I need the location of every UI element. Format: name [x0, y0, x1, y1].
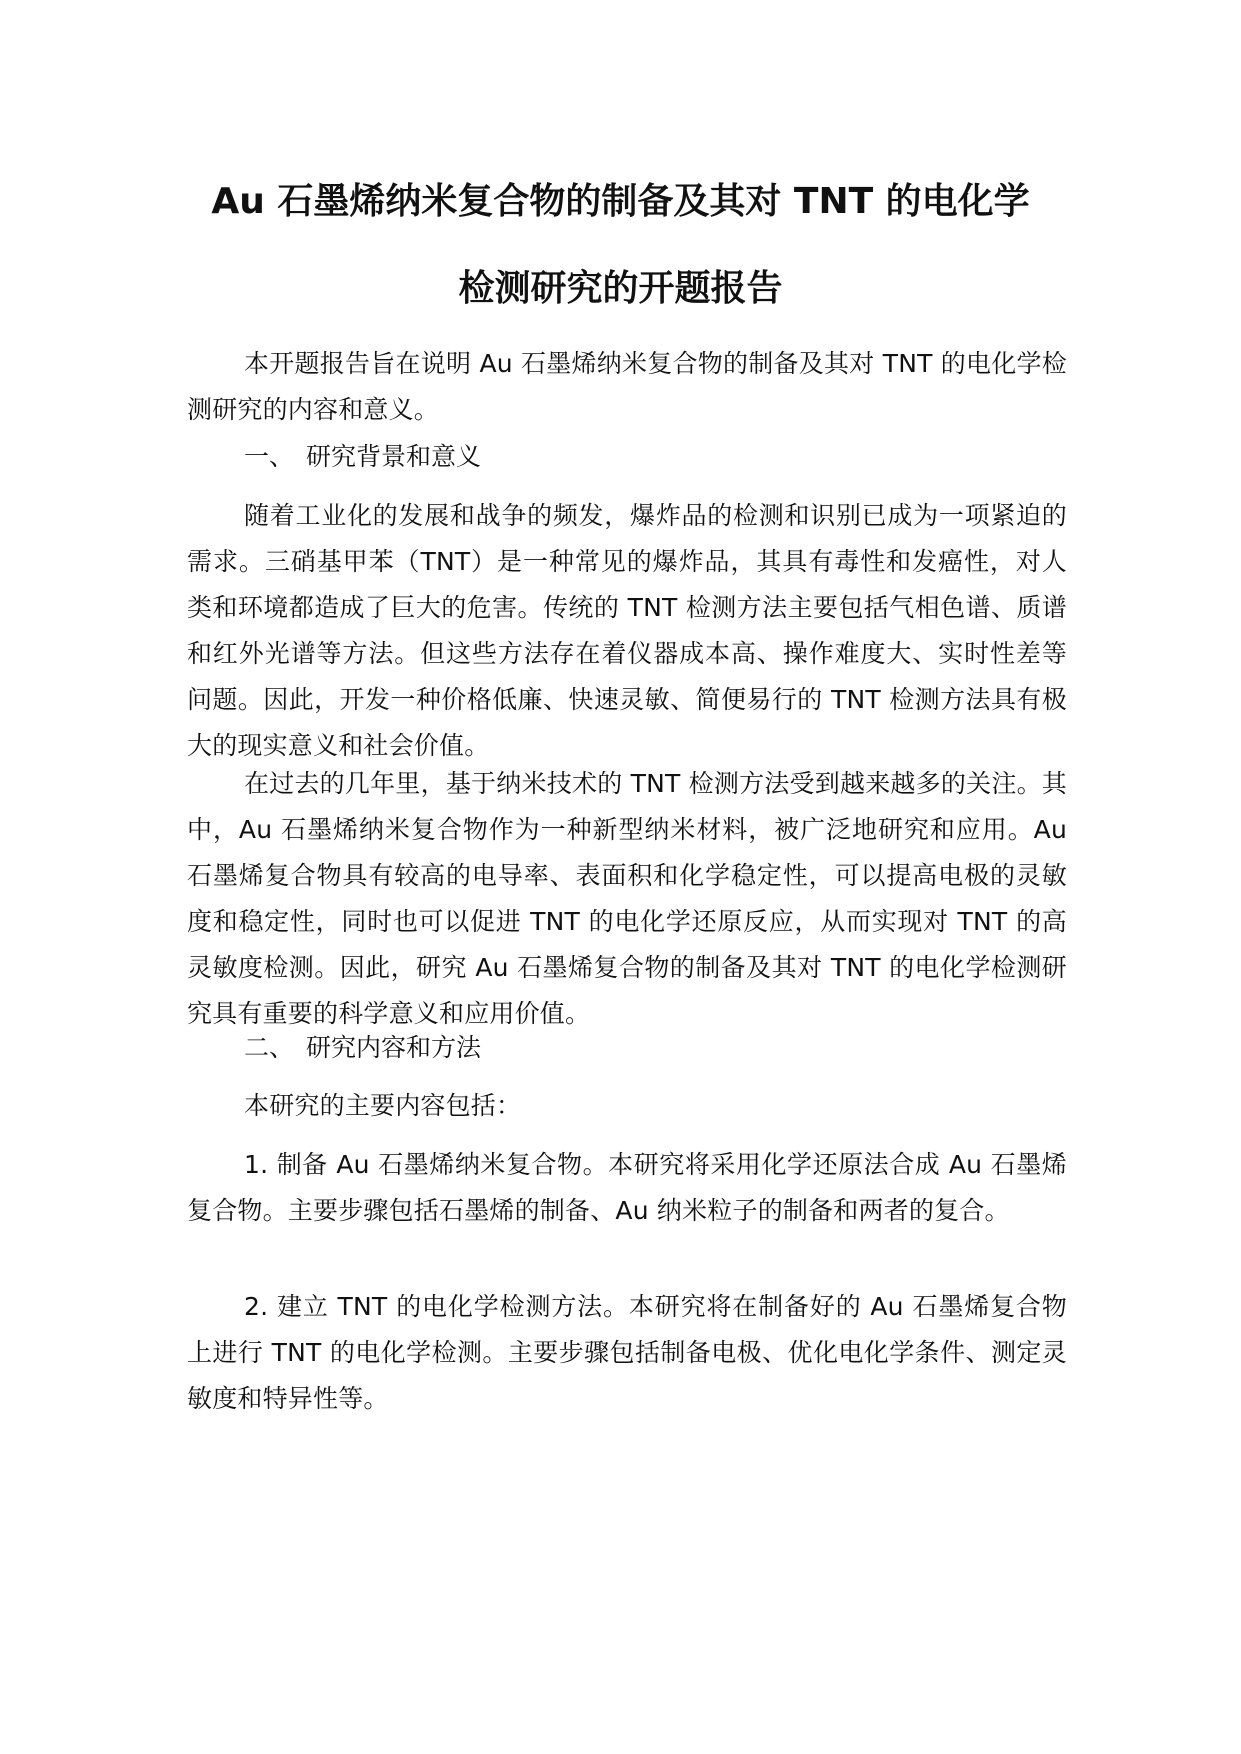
section-1-title: 研究背景和意义: [306, 442, 482, 471]
section-1-paragraph-1: 随着工业化的发展和战争的频发，爆炸品的检测和识别已成为一项紧迫的需求。三硝基甲苯（TNT）是一种常见的爆炸品，其具有毒性和发癌性，对人类和环境都造成了巨大的危害。传统的 TNT 检测方法主要包括气相色谱、质谱和红外光谱等方法。但这些方法存在着仪器成本高、操作难度大、实时性差等问题。因此，开发一种价格低廉、快速灵敏、简便易行的 TNT 检测方法具有极大的现实意义和社会价值。: [187, 501, 1067, 760]
section-2-item-2: 2. 建立 TNT 的电化学检测方法。本研究将在制备好的 Au 石墨烯复合物上进行 TNT 的电化学检测。主要步骤包括制备电极、优化电化学条件、测定灵敏度和特异性等。: [187, 1292, 1067, 1413]
document-title-line-2: 检测研究的开题报告: [458, 268, 783, 309]
section-1-paragraph-2: 在过去的几年里，基于纳米技术的 TNT 检测方法受到越来越多的关注。其中，Au 石墨烯纳米复合物作为一种新型纳米材料，被广泛地研究和应用。Au 石墨烯复合物具有较高的电导率、表面积和化学稳定性，可以提高电极的灵敏度和稳定性，同时也可以促进 TNT 的电化学还原反应，从而实现对 TNT 的高灵敏度检测。因此，研究 Au 石墨烯复合物的制备及其对 TNT 的电化学检测研究具有重要的科学意义和应用价值。: [187, 769, 1067, 1028]
section-2-heading: [244, 1025, 481, 1071]
section-2-number: 二、: [244, 1033, 295, 1062]
document-title-line-1: Au 石墨烯纳米复合物的制备及其对 TNT 的电化学: [211, 181, 1030, 222]
section-2-title: 研究内容和方法: [306, 1033, 482, 1062]
intro-paragraph: 本开题报告旨在说明 Au 石墨烯纳米复合物的制备及其对 TNT 的电化学检测研究的内容和意义。: [187, 349, 1067, 424]
section-2-lead: 本研究的主要内容包括：: [244, 1091, 522, 1120]
section-2-item-1: 1. 制备 Au 石墨烯纳米复合物。本研究将采用化学还原法合成 Au 石墨烯复合物。主要步骤包括石墨烯的制备、Au 纳米粒子的制备和两者的复合。: [187, 1150, 1067, 1225]
section-1-heading: [244, 434, 481, 480]
section-1-number: 一、: [244, 442, 295, 471]
